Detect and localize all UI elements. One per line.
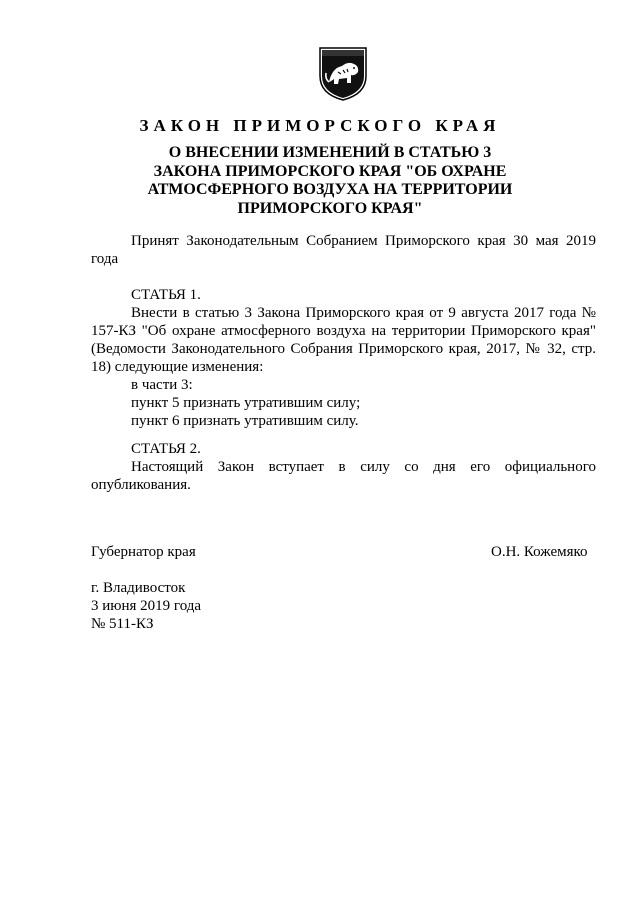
signature-position: Губернатор края <box>91 544 196 560</box>
article-1-part: в части 3: <box>131 377 193 393</box>
article-1-item-6: пункт 6 признать утратившим силу. <box>131 413 359 429</box>
article-1-text: Внести в статью 3 Закона Приморского края от 9 августа 2017 года № 157-КЗ "Об охране атмосферного воздуха на территории Приморского края" (Ведомости Законодательного Собрания Приморского края, 2017, № 32, стр. 18) следующие изменения: <box>91 305 596 375</box>
signature-name: О.Н. Кожемяко <box>491 544 588 560</box>
adoption-note: Принят Законодательным Собранием Приморского края 30 мая 2019 года <box>91 233 596 267</box>
law-subtitle: О ВНЕСЕНИИ ИЗМЕНЕНИЙ В СТАТЬЮ 3 ЗАКОНА ПРИМОРСКОГО КРАЯ "ОБ ОХРАНЕ АТМОСФЕРНОГО ВОЗДУХА НА ТЕРРИТОРИИ ПРИМОРСКОГО КРАЯ" <box>147 144 513 217</box>
article-1-item-5: пункт 5 признать утратившим силу; <box>131 395 361 411</box>
article-2-text: Настоящий Закон вступает в силу со дня его официального опубликования. <box>91 459 596 493</box>
article-1-heading: СТАТЬЯ 1. <box>131 287 201 303</box>
footer-date: 3 июня 2019 года <box>91 598 202 614</box>
footer-city: г. Владивосток <box>91 580 186 596</box>
article-2-heading: СТАТЬЯ 2. <box>131 441 201 457</box>
law-title: ЗАКОН ПРИМОРСКОГО КРАЯ <box>139 116 501 135</box>
coat-of-arms-emblem <box>318 46 368 102</box>
footer-number: № 511-КЗ <box>91 616 154 632</box>
